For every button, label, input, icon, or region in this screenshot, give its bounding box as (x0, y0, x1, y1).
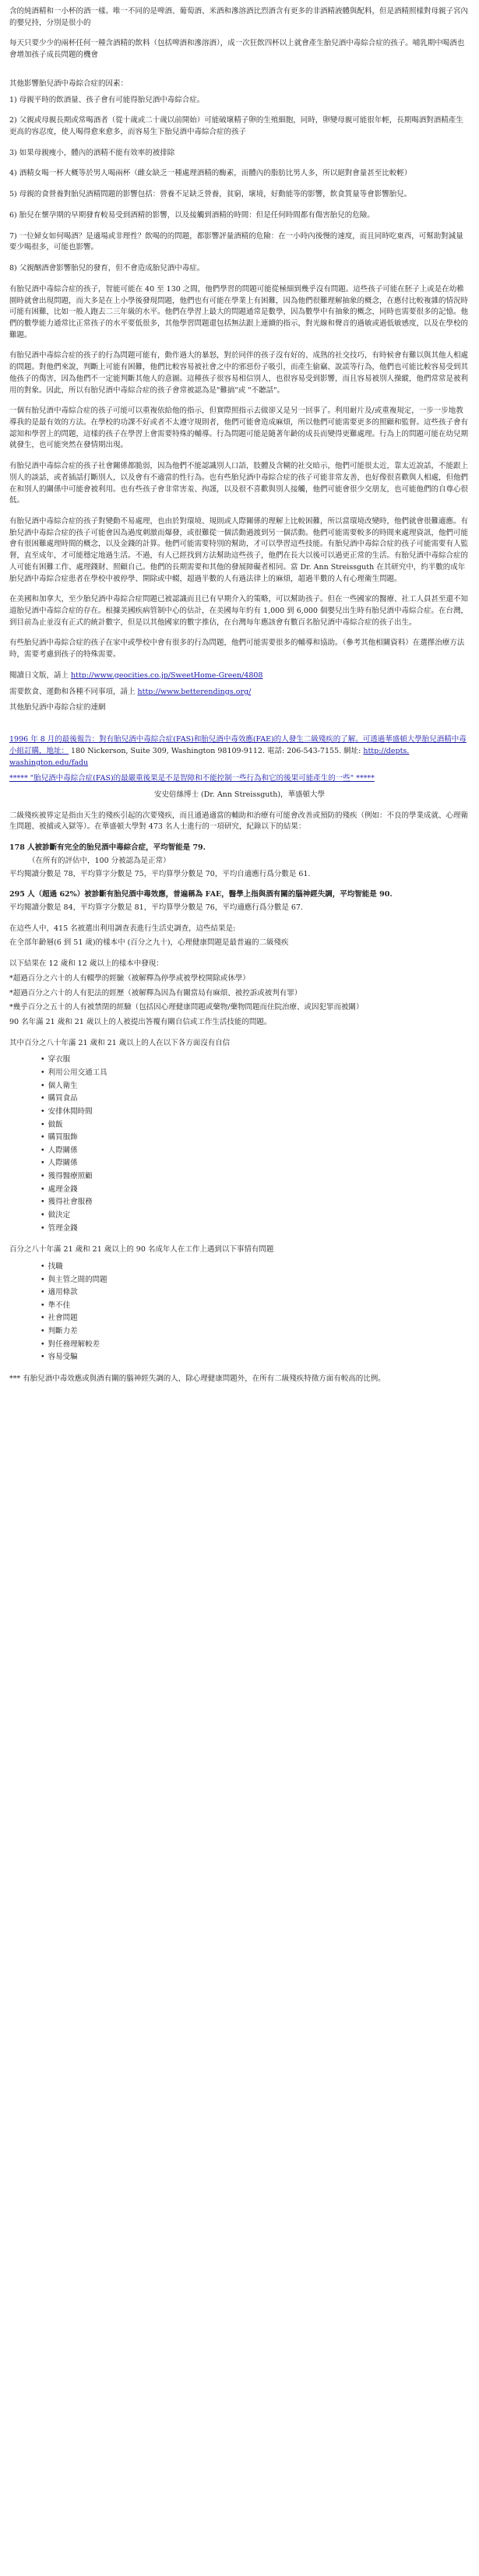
resource-link-prefix: 需要飲食、運動和各種不同事項，請上 (9, 687, 136, 696)
factor-item: 5) 母親的食營養對胎兒酒精問題的影響包括：營養不足缺乏營養，貧窮，壞境，好動能等的影響，飲食質量等會影響胎兒。 (9, 190, 412, 199)
list-item: • 穿衣服 (41, 1054, 470, 1067)
fas-scores: 平均閱讀分數是 78，平均算字分數是 75，平均算學分數是 70，平均自適應行爲分數是 61. (9, 869, 311, 878)
list-item: • 判斷力差 (41, 1325, 470, 1339)
body-paragraph: 有胎兒酒中毒綜合症的孩子的行為問題可能有，動作過大的暴怒，對於同伴的孩子沒有好的、成熟的社交技巧，有時候會有難以與其他人相處的問題。對他們來說，判斷上可能有困難，他們比較容易被社會之中的邪惡份子吸引，而產生偷竊、說謊等行為，他們也可能比較容易受到其他孩子的傷害，因為他們不一定能判斷其他人的意圖。這種孩子很容易相信別人，也很容易受到影響，而且容易被別人操縱，他們常常是被利用的對象。因此，所以有胎兒酒中毒綜合症的孩子會常被認為是"難搞"或 "不聽話"。 (9, 351, 469, 395)
list-item: • 社會問題 (41, 1312, 470, 1325)
factor-item: 6) 胎兒在懷孕期的早期發育較易受到酒精的影響，以及接觸到酒精的時間：但是任何時間都有傷害胎兒的危險。 (9, 210, 375, 220)
confidence-list-section (9, 1038, 470, 1235)
body-paragraph: 有胎兒酒中毒綜合症的孩子社會關係都脆弱，因為他們不能認識別人口語，肢體及含糊的社交暗示，他們可能很太近，靠太近說話，不能跟上別人的談話，或者插話打斷別人，以及會有不適當的性行為。也有些胎兒酒中毒綜合症的孩子可能非常友善，也好像很喜歡與人相處，但他們在和別人的關係中可能會被利用。也有些孩子會非常害羞、拘謹，以及很不喜歡與別人接觸，他們可能會很少交朋友，也可能他們的自尊心很低。 (9, 462, 469, 505)
list-item: • 獲得醫療照顧 (41, 1170, 470, 1184)
fae-scores: 平均閱讀分數是 84，平均算字分數是 81，平均算學分數是 76，平均適應行爲分數是 67. (9, 903, 303, 912)
work-problems-section (9, 1244, 470, 1364)
work-problems-intro: 百分之八十年滿 21 歲和 21 歲以上的 90 名成年人在工作上遇到以下事情有問題 (9, 1245, 274, 1255)
resource-link-row (9, 687, 470, 699)
list-item: • 人際關係 (41, 1145, 470, 1158)
list-item: • 安排休閒時間 (41, 1106, 470, 1119)
findings-intro: 在這些人中，415 名被選出利用調查表進行生活史調查，這些結果是: (9, 924, 236, 933)
resource-link-url[interactable]: http://www.geocities.co.jp/SweetHome-Green/4808 (71, 670, 263, 680)
factors-section (9, 79, 470, 275)
resource-link-prefix: 閱讀日文版，請上 (9, 670, 69, 680)
study-header-address: 180 Nickerson, Suite 309, Washington 98109-9112. 電話: 206-543-7155. 網址: (71, 746, 361, 755)
findings-intro: 在全部年齡層(6 到 51 歲)的樣本中 (百分之九十)，心理健康問題是最普遍的二級殘疾 (9, 938, 289, 948)
resource-link-row (9, 670, 470, 682)
list-item: • 購買食品 (41, 1093, 470, 1106)
list-item: • 對任務理解較差 (41, 1339, 470, 1352)
findings-intro: 以下結果在 12 歲和 12 歲以上的樣本中發現： (9, 959, 164, 969)
list-item: • 適用條款 (41, 1286, 470, 1300)
study-note (9, 773, 470, 785)
resource-links (9, 670, 470, 714)
fas-note: （在所有的評估中，100 分被認為是正常） (28, 856, 171, 865)
finding-item: *超過百分之六十的人有犯法的經歷（被解釋為因為有關當局有麻煩、被控訴或被判有罪） (9, 988, 302, 998)
confidence-list (9, 1054, 470, 1235)
list-item: • 處理金錢 (41, 1184, 470, 1197)
list-item: • 做飯 (41, 1119, 470, 1132)
footer-note: *** 有胎兒酒中毒效應或與酒有關的腦神經失調的人，除心理健康問題外，在所有二級殘疾特徵方面有較高的比例。 (9, 1374, 386, 1383)
study-header (9, 734, 470, 769)
intro-paragraph-1: 含的純酒精和一小杯的酒一樣。唯一不同的是啤酒、葡萄酒、米酒和滲溶酒比烈酒含有更多的非酒精液體與配料，但是酒精照樣對母親子宮內的嬰兒持，分別是很小的 (9, 7, 469, 27)
fae-summary: 295 人（超過 62%）被診斷有胎兒酒中毒效應，普遍稱為 FAE，醫學上指與酒有關的腦神經失調，平均智能是 90. (9, 890, 393, 899)
list-item: • 購買服飾 (41, 1131, 470, 1145)
body-paragraph: 有些胎兒酒中毒綜合症的孩子在家中或學校中會有很多的行為問題，他們可能需要很多的輔導和協助。（參考其他相關資料）在選擇治療方法時，需要考慮到孩子的特殊需要。 (9, 639, 465, 660)
factor-item: 1) 母親平時的飲酒量、孩子會有可能得胎兒酒中毒綜合症。 (9, 95, 205, 104)
body-paragraph: 有胎兒酒中毒綜合症的孩子對變動不易處理，也由於對環境、規則或人際關係的理解上比較困難，所以當環境改變時，他們就會很難適應。有胎兒酒中毒綜合症的孩子可能會因為過度刺激而爆發，或很難從一個活動過渡到另一個活動。他們可能需要較多的時間來處理資訊，他們可能會有很困難處理時間的概念，以及金錢的計算。他們可能需要特別的幫助，才可以學習這些技能。有胎兒酒中毒綜合症的孩子可能需要有人監督，直至成年，才可能穩定地過生活。不過，有人已經找到方法幫助這些孩子，他們在長大以後可以過更正常的生活。有胎兒酒中毒綜合症的人可能有困難工作、處理錢財、照顧自己。他們的長期需要和其他的發展障礙者相同。當 Dr. Ann Streissguth 在其研究中，約半數的成年胎兒酒中毒綜合症患者在學校中被停學、開除或中輟，超過半數的人有過法律上的麻煩，超過半數的人有心理衛生問題。 (9, 517, 469, 583)
finding-item: *幾乎百分之五十的人有被禁閉的經驗（包括因心理健康問題或藥物/藥物問題而住院治療、或因犯罪而被關） (9, 1003, 364, 1012)
list-item: • 做決定 (41, 1209, 470, 1223)
factor-item: 3) 如果母親瘦小，體內的酒精不能有效率的被排除 (9, 148, 175, 157)
resource-link-url[interactable]: http://www.betterendings.org/ (137, 687, 252, 696)
work-problems-list (9, 1261, 470, 1364)
list-item: • 個人衛生 (41, 1080, 470, 1093)
study-author: 安史倍絲博士 (Dr. Ann Streissguth)，華盛頓大學 (153, 790, 326, 799)
other-links-label: 其他胎兒酒中毒綜合症的連網 (9, 703, 106, 713)
factors-heading: 其他影響胎兒酒中毒綜合症的因素： (9, 79, 129, 88)
study-header-url[interactable]: http://depts. washington.edu/fadu (9, 746, 410, 767)
list-item: • 獲得社會服務 (41, 1196, 470, 1209)
list-item: • 管理金錢 (41, 1223, 470, 1236)
factor-item: 4) 酒精女喝一杯大概等於男人喝兩杯（雌女缺乏一種處理酒精的酶素，而體內的脂肪比男人多，所以絕對會量甚至比較輕） (9, 169, 412, 178)
study-note-link[interactable]: ***** "胎兒酒中毒綜合症(FAS)的最嚴重後果是不是智障和不能控制一些行為和它的後果可能產生的一些" ***** (9, 774, 375, 783)
findings-section (9, 924, 470, 1029)
body-paragraph: 有胎兒酒中毒綜合症的孩子，智能可能在 40 至 130 之間，他們學習的問題可能從極細到幾乎沒有問題。這些孩子可能在胚子上或是在幼稚園時就會出現問題，而大多是在上小學後發現問題，他們也有可能在學業上有困難，因為他們很難理解抽象的概念，在應付比較複雜的情況時可能有困難，比如一般人跑去二三年級的水平。他們在學習上最大的問題通常是數學，因為數學中有抽象的概念，同時也需要很多的記憶。他們的數學能力通常比正常孩子的水平要低很多，其他學習問題還包括無法跟上連續的指示，對光線和聲音的過敏或過低敏感度，以及在學校的難題。 (9, 284, 469, 340)
factor-item: 8) 父親酗酒會影響胎兒的發育，但不會造成胎兒酒中毒症。 (9, 264, 205, 273)
body-paragraph: 一個有胎兒酒中毒綜合症的孩子可能可以重複依給他的指示，但實際照指示去做卻又是另一回事了。利用耐片及/或重複規定，一步一步地教導我的是最有效的方法。在學校的功課不好或者不太遵守規則者，他們可能會造成麻煩，所以他們可能需要更多的照顧和監督。這些孩子會有認知和學習上的問題，這樣的孩子在學習上會需要特殊的輔導。行為問題可能是隨著年齡的成長而變得更難處理。行為上的問題可能在幼兒期就發生，也可能突然在發情期出現。 (9, 406, 469, 450)
study-header-title-link[interactable]: 1996 年 8 月的最後報告：對有胎兒酒中毒綜合症(FAS)和胎兒酒中毒效應(FAE)的人發生二級殘疾的了解。可透過華盛頓大學胎兒酒精中毒小組訂購，地址： (9, 735, 467, 755)
factor-item: 2) 父親或母親長期或常喝酒者（從十歲或二十歲以前開始）可能破壞精子卵的生殖細胞，同時，卵變母親可能很年輕，長期喝酒對酒精產生更高的容忍度，使人喝得愈來愈多，而容易生下胎兒酒中毒綜合症的孩子 (9, 116, 463, 137)
list-item: • 容易受騙 (41, 1351, 470, 1364)
body-paragraph: 在美國和加拿大，至少胎兒酒中毒綜合症問題已被認識而且已有早期介入的策略，可以幫助孩子。但在一些國家的醫療、社工人員甚至還不知道胎兒酒中毒綜合症的存在。根據美國疾病管制中心的估計，在美國每年約有 1,000 到 6,000 個嬰兒出生時有胎兒酒中毒綜合症。在台灣，到目前為止並沒有正式的統計數字，但是以其他國家的數字推估，在台灣每年應該會有數百名胎兒酒中毒綜合症的孩子出生。 (9, 595, 469, 627)
list-item: • 人際關係 (41, 1157, 470, 1170)
fae-results (9, 889, 470, 913)
factor-item: 7) 一位婦女如何喝酒？是適場或非理性？飲喝的的問題，都影響評量酒精的危險：在一小時內後慢的速度，而且同時吃東西，可幫助對減量要少喝很多，可能也影響。 (9, 231, 463, 252)
findings-summary: 90 名年滿 21 歲和 21 歲以上的人被提出答覆有關自信或工作生活技能的問題。 (9, 1018, 272, 1026)
list-item: • 準不佳 (41, 1300, 470, 1313)
confidence-list-intro: 其中百分之八十年滿 21 歲和 21 歲以上的人在以下各方面沒有自信 (9, 1038, 231, 1047)
fas-results (9, 843, 470, 880)
list-item: • 找職 (41, 1261, 470, 1274)
finding-item: *超過百分之六十的人有輟學的經驗（被解釋為停學或被學校開除或休學） (9, 973, 250, 983)
list-item: • 與主管之間的問題 (41, 1274, 470, 1287)
list-item: • 利用公用交通工具 (41, 1067, 470, 1080)
intro-paragraph-2: 每天只要少少的兩杯任何一種含酒精的飲料（包括啤酒和滲溶酒），成一次狂飲四杯以上就會產生胎兒酒中毒綜合症的孩子。哺乳期中喝酒也會增加孩子成長問題的機會 (9, 39, 465, 60)
study-intro: 二級殘疾被界定是指由天生的殘疾引起的次要殘疾，而且通過適當的輔助和治療有可能會改善或預防的殘疾（例如：不良的學業成就、心理衛生問題、被捕或入獄等）。在華盛頓大學對 473 名人士進行的一項研究，紀錄以下的結果： (9, 811, 469, 832)
fas-summary: 178 人被診斷有完全的胎兒酒中毒綜合症，平均智能是 79. (9, 843, 206, 853)
